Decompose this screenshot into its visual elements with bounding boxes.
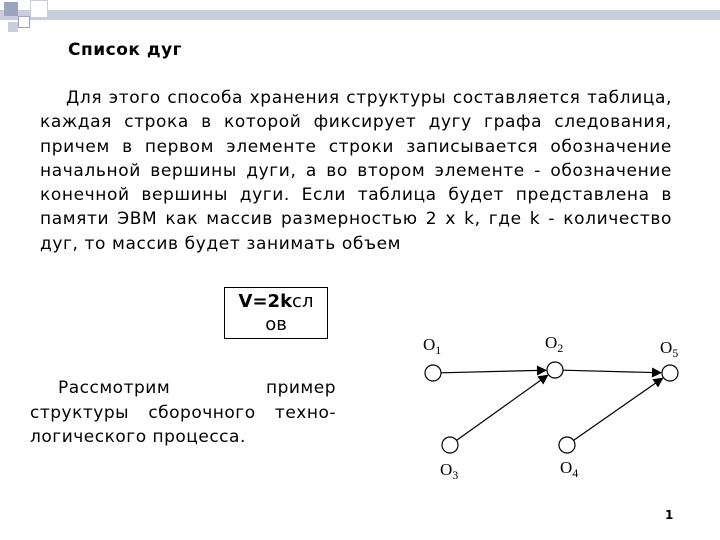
- decor-square: [30, 0, 48, 18]
- edge-o1-o2: [441, 370, 546, 373]
- graph-node-label-o2: $O_2$: [545, 333, 564, 355]
- example-text-last: логического процесса.: [30, 427, 246, 447]
- formula-line2: ов: [265, 314, 287, 335]
- formula-main: V=2k: [238, 291, 293, 312]
- example-text-main: Рассмотрим пример структуры сборочного техно-: [30, 378, 336, 423]
- edge-o2-o5: [563, 370, 661, 373]
- formula-suffix: сл: [292, 291, 314, 312]
- graph-node-label-o4: $O_4$: [560, 458, 579, 480]
- graph-node-o5: [662, 365, 678, 381]
- decor-square: [18, 16, 30, 28]
- graph-diagram: [405, 320, 715, 500]
- formula-box: [224, 287, 328, 339]
- graph-node-o1: [425, 365, 441, 381]
- decor-square: [8, 22, 18, 32]
- header-decoration: [0, 0, 720, 40]
- edge-o4-o5: [574, 378, 663, 440]
- description-paragraph: Для этого способа хранения структуры составляется таблица, каждая строка в которой фиксирует дугу графа следования, причем в первом элементе строки записывается обозначение начальной вершины дуги, а во втором элементе - обозначение конечной вершины дуги. Если таблица будет представлена в памяти ЭВМ как массив размерностью 2 x k, где k - количество дуг, то массив будет занимать объем: [40, 88, 672, 254]
- graph-node-label-o1: $O_1$: [423, 335, 442, 357]
- decor-band: [0, 10, 720, 20]
- decor-square: [4, 2, 18, 16]
- graph-node-label-o5: $O_5$: [660, 338, 679, 360]
- graph-node-o3: [442, 437, 458, 453]
- graph-node-label-o3: $O_3$: [440, 460, 459, 482]
- example-text: [30, 376, 336, 450]
- graph-node-o2: [547, 362, 563, 378]
- edge-o3-o2: [457, 375, 548, 440]
- graph-node-o4: [559, 437, 575, 453]
- slide-title: Список дуг: [68, 40, 183, 60]
- page-number: 1: [665, 508, 674, 522]
